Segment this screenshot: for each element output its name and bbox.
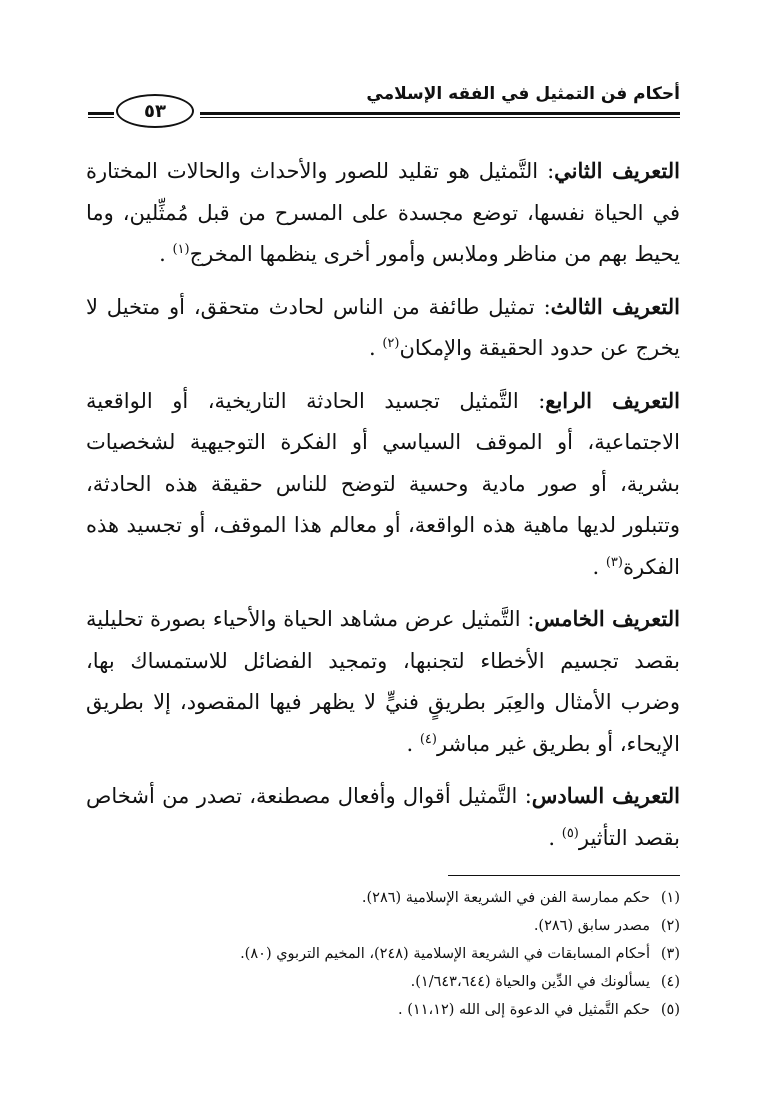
paragraph-definition-4 bbox=[86, 380, 680, 589]
header-rule-thick bbox=[200, 112, 680, 115]
footnote-number: (٣) bbox=[660, 946, 680, 962]
footnote-ref: (٥) bbox=[561, 825, 579, 841]
definition-term: التعريف الرابع bbox=[545, 387, 681, 413]
paragraph-definition-6 bbox=[86, 775, 680, 859]
footnote-item bbox=[88, 968, 680, 996]
main-text bbox=[86, 150, 680, 869]
running-title: أحكام فن التمثيل في الفقه الإسلامي bbox=[366, 84, 680, 104]
footnote-ref: (٢) bbox=[382, 336, 400, 351]
paragraph-definition-5 bbox=[86, 598, 680, 765]
definition-tail: . bbox=[368, 336, 383, 360]
footnote-number: (١) bbox=[660, 890, 680, 906]
footnote-text: أحكام المسابقات في الشريعة الإسلامية (٢٤٨)، المخيم التربوي (٨٠). bbox=[240, 946, 650, 962]
footnote-number: (٢) bbox=[660, 918, 680, 934]
definition-text: : التَّمثيل عرض مشاهد الحياة والأحياء بصورة تحليلية بقصد تجسيم الأخطاء لتجنبها، وتمجيد الفضائل للاستمساك بها، وضرب الأمثال والعِبَر بطريقٍ فنيٍّ لا يظهر فيها المقصود، إلا بطريق الإيحاء، أو بطريق غير مباشر bbox=[86, 607, 680, 756]
footnote-item bbox=[88, 940, 680, 968]
page-number: ٥٣ bbox=[116, 94, 194, 128]
definition-term: التعريف السادس bbox=[531, 783, 680, 808]
definition-text: : التَّمثيل تجسيد الحادثة التاريخية، أو الواقعية الاجتماعية، أو الموقف السياسي أو الفكرة التوجيهية لشخصيات بشرية، أو صور مادية وحسية لتوضح للناس حقيقة هذه الحادثة، وتتبلور لديها ماهية هذه الواقعة، أو معالم هذا الموقف، أو تجسيد هذه الفكرة bbox=[86, 388, 680, 579]
paragraph-definition-2 bbox=[86, 150, 680, 276]
footnote-number: (٤) bbox=[660, 974, 680, 990]
footnote-item bbox=[88, 912, 680, 940]
footnote-text: يسألونك في الدِّين والحياة (١/٦٤٣،٦٤٤). bbox=[410, 974, 650, 990]
definition-tail: . bbox=[406, 731, 420, 756]
footnote-text: مصدر سابق (٢٨٦). bbox=[533, 918, 650, 934]
footnote-ref: (٣) bbox=[605, 554, 623, 570]
paragraph-definition-3 bbox=[86, 286, 680, 370]
definition-term: التعريف الثاني bbox=[554, 158, 680, 183]
definition-tail: . bbox=[159, 242, 173, 266]
footnote-text: حكم التَّمثيل في الدعوة إلى الله (١١،١٢) . bbox=[398, 1002, 650, 1018]
footnote-number: (٥) bbox=[660, 1002, 680, 1018]
definition-text: : التَّمثيل هو تقليد للصور والأحداث والحالات المختارة في الحياة نفسها، توضع مجسدة على المسرح من قبل مُمثِّلين، وما يحيط بهم من مناظر وملابس وأمور أخرى ينظمها المخرج bbox=[86, 159, 680, 266]
definition-term: التعريف الخامس bbox=[534, 606, 681, 631]
footnote-text: حكم ممارسة الفن في الشريعة الإسلامية (٢٨٦). bbox=[361, 890, 650, 906]
footnote-ref: (١) bbox=[172, 242, 190, 257]
footnotes bbox=[88, 884, 680, 1024]
definition-tail: . bbox=[548, 825, 562, 850]
definition-term: التعريف الثالث bbox=[550, 293, 680, 319]
header-rule-left-thin bbox=[88, 117, 114, 118]
footnote-item bbox=[88, 884, 680, 912]
definition-tail: . bbox=[592, 554, 606, 579]
footnote-item bbox=[88, 996, 680, 1024]
definition-text: : التَّمثيل أقوال وأفعال مصطنعة، تصدر من أشخاص بقصد التأثير bbox=[86, 784, 680, 850]
header-rule-thin bbox=[200, 117, 680, 118]
page-header bbox=[88, 82, 680, 122]
header-rule-left-thick bbox=[88, 112, 114, 115]
definition-text: : تمثيل طائفة من الناس لحادث متحقق، أو متخيل لا يخرج عن حدود الحقيقة والإمكان bbox=[86, 294, 680, 360]
footnote-ref: (٤) bbox=[419, 731, 437, 747]
footnote-separator bbox=[448, 875, 680, 876]
